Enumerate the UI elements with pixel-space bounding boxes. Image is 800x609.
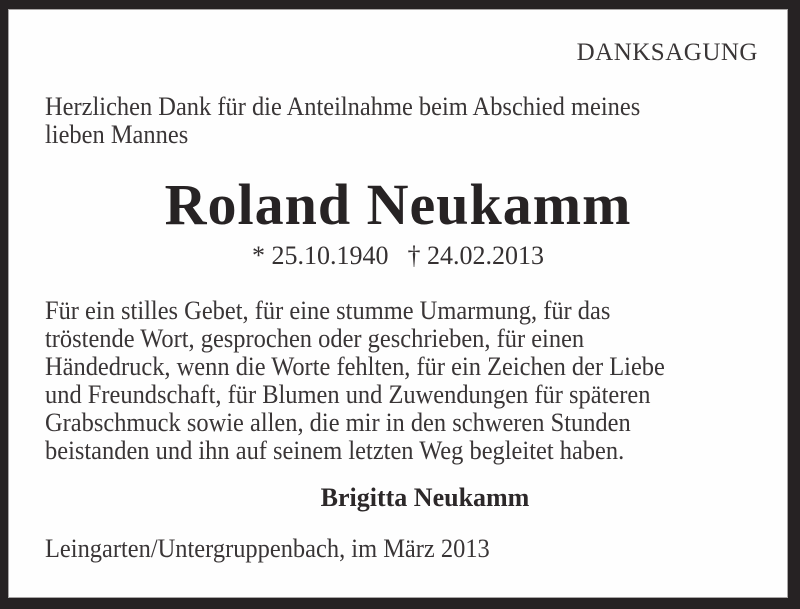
thanks-line: und Freundschaft, für Blumen und Zuwendungen für späteren xyxy=(45,380,651,409)
death-date: † 24.02.2013 xyxy=(407,241,544,270)
thanks-line: tröstende Wort, gesprochen oder geschrieben, für einen xyxy=(45,324,585,353)
thanks-line: Grabschmuck sowie allen, die mir in den schweren Stunden xyxy=(45,408,631,437)
obituary-notice xyxy=(8,9,788,598)
intro-line: Herzlichen Dank für die Anteilnahme beim Abschied meines xyxy=(45,92,641,121)
place-date: Leingarten/Untergruppenbach, im März 2013 xyxy=(45,534,490,563)
intro-line: lieben Mannes xyxy=(45,120,189,149)
thanks-line: Für ein stilles Gebet, für eine stumme Umarmung, für das xyxy=(45,296,611,325)
thanks-text xyxy=(45,297,704,465)
thanks-line: beistanden und ihn auf seinem letzten Weg begleitet haben. xyxy=(45,436,625,465)
notice-type-heading: DANKSAGUNG xyxy=(576,39,758,66)
signature: Brigitta Neukamm xyxy=(320,483,530,512)
signature-row xyxy=(9,484,787,512)
deceased-name: Roland Neukamm xyxy=(164,172,632,237)
intro-text xyxy=(45,93,678,149)
life-dates xyxy=(9,242,787,270)
thanks-line: Händedruck, wenn die Worte fehlten, für ein Zeichen der Liebe xyxy=(45,352,665,381)
birth-date: * 25.10.1940 xyxy=(252,241,389,270)
